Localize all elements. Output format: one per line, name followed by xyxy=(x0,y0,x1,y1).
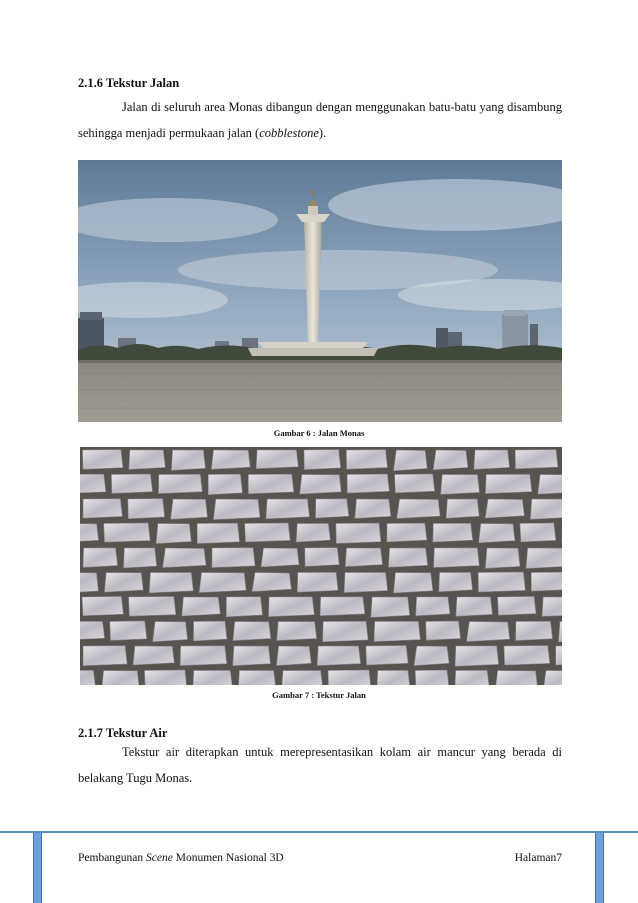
cobblestone xyxy=(300,475,341,495)
cobblestone xyxy=(128,499,165,519)
section-heading-road-texture: 2.1.6 Tekstur Jalan xyxy=(78,76,180,90)
cobblestone xyxy=(355,499,391,518)
cobblestone xyxy=(323,621,368,641)
cobblestone xyxy=(485,474,531,493)
cobblestone xyxy=(245,523,290,542)
cobblestone xyxy=(336,523,381,543)
cobblestone xyxy=(171,450,205,470)
cobblestone xyxy=(485,548,520,568)
cobblestone xyxy=(83,646,127,666)
cobblestone xyxy=(110,621,147,640)
cobblestone xyxy=(344,573,388,593)
cobblestone xyxy=(433,450,468,470)
cobblestone xyxy=(282,671,323,686)
cobblestone xyxy=(520,523,556,542)
cobblestone xyxy=(226,597,262,617)
footer-right-bar xyxy=(595,833,604,903)
cobblestone xyxy=(144,670,186,685)
cobblestone xyxy=(124,548,157,568)
cobblestone xyxy=(478,572,525,592)
cobblestone xyxy=(434,548,480,568)
cobblestone xyxy=(441,475,480,495)
cobblestone xyxy=(193,670,232,685)
cobblestone xyxy=(347,474,389,493)
cobblestone xyxy=(504,646,550,666)
cobblestone xyxy=(182,597,220,616)
footer-left-bar xyxy=(33,833,42,903)
cobblestone xyxy=(467,622,510,642)
cobblestone-term: cobblestone xyxy=(259,126,319,140)
cobblestone xyxy=(212,548,255,568)
cobblestone xyxy=(180,646,226,666)
cobblestone xyxy=(194,621,227,641)
cobblestone xyxy=(556,646,562,665)
cobblestone xyxy=(315,499,348,518)
cobblestone xyxy=(296,524,330,543)
cobblestone xyxy=(171,499,208,519)
cobblestone xyxy=(277,622,317,641)
cobblestone xyxy=(474,450,510,469)
figure-6-caption: Gambar 6 : Jalan Monas xyxy=(273,428,365,438)
cobblestone xyxy=(456,597,493,616)
cobblestone xyxy=(515,450,558,469)
cobblestone xyxy=(149,573,193,593)
cobblestone xyxy=(101,671,139,686)
cobblestone xyxy=(455,646,499,666)
cobblestone xyxy=(416,597,450,616)
cobblestone xyxy=(498,596,536,615)
water-texture-paragraph: Tekstur air diterapkan untuk merepresentasikan kolam air mancur yang berada di belakang Tugu Monas. xyxy=(78,745,562,785)
cobblestone xyxy=(80,524,99,543)
cobblestone xyxy=(397,499,440,518)
cobblestone xyxy=(317,646,360,666)
monas-photo xyxy=(78,160,562,422)
cobblestone xyxy=(211,450,250,469)
paragraph-text: Jalan di seluruh area Monas dibangun dengan menggunakan batu-batu yang disambung sehingga menjadi permukaan jalan ( xyxy=(78,100,562,140)
cobblestone xyxy=(328,670,371,685)
cobblestone xyxy=(305,548,339,567)
figure-7-caption: Gambar 7 : Tekstur Jalan xyxy=(272,690,366,700)
footer-page-number: Halaman7 xyxy=(514,852,562,864)
road-texture-paragraph xyxy=(78,94,562,146)
cobblestone xyxy=(495,671,537,686)
section-heading-water-texture: 2.1.7 Tekstur Air xyxy=(78,726,168,740)
cobblestone xyxy=(252,573,291,592)
cobblestone xyxy=(163,548,206,568)
cobblestone xyxy=(374,621,420,641)
cobblestone xyxy=(395,474,435,493)
cobblestone xyxy=(414,646,449,666)
cobblestone xyxy=(129,596,176,616)
cobblestone xyxy=(346,450,387,470)
cobblestone xyxy=(479,524,515,543)
cobblestone xyxy=(542,597,562,616)
cobblestone-texture-image xyxy=(80,447,562,685)
cobblestone xyxy=(238,671,275,686)
cobblestone xyxy=(516,621,553,640)
cobblestone xyxy=(530,499,562,519)
cobblestone xyxy=(80,474,106,493)
cobblestone xyxy=(158,474,202,493)
cobblestone xyxy=(544,671,562,686)
cobblestone xyxy=(80,621,105,640)
cobblestone xyxy=(80,670,95,685)
cobblestone xyxy=(388,548,427,567)
cobblestone xyxy=(104,573,143,593)
cobblestone-pattern xyxy=(80,447,562,685)
cobblestone xyxy=(297,572,338,592)
cobblestone xyxy=(387,523,427,542)
cobblestone xyxy=(345,548,382,567)
cobblestone xyxy=(208,474,242,494)
cobblestone xyxy=(393,450,427,471)
cobblestone xyxy=(377,670,410,685)
cobblestone xyxy=(433,523,473,542)
cobblestone xyxy=(394,573,433,593)
cobblestone xyxy=(415,670,449,685)
cobblestone xyxy=(446,499,479,518)
footer-title-start: Pembangunan xyxy=(78,852,147,864)
cobblestone xyxy=(455,670,489,685)
cobblestone xyxy=(80,573,98,594)
cobblestone xyxy=(439,572,473,591)
cobblestone xyxy=(233,646,271,666)
cobblestone xyxy=(213,499,260,520)
footer-divider xyxy=(0,831,638,833)
cobblestone xyxy=(276,646,311,666)
paragraph-text-end: ). xyxy=(318,126,327,140)
cobblestone xyxy=(266,499,309,519)
cobblestone xyxy=(366,646,408,665)
cobblestone xyxy=(426,621,461,640)
cobblestone xyxy=(111,474,152,493)
cobblestone xyxy=(256,450,298,469)
cobblestone xyxy=(371,597,410,617)
cobblestone xyxy=(526,548,562,568)
cobblestone xyxy=(304,450,341,470)
cobblestone xyxy=(320,597,365,616)
cobblestone xyxy=(485,499,524,518)
cobblestone xyxy=(531,572,562,591)
cobblestone xyxy=(156,524,191,544)
cobblestone xyxy=(248,474,293,494)
cobblestone xyxy=(261,548,299,567)
footer-document-title xyxy=(78,852,284,864)
cobblestone xyxy=(153,622,188,642)
cobblestone xyxy=(538,475,562,495)
cobblestone xyxy=(233,622,271,641)
cobblestone xyxy=(197,523,239,543)
cobblestone xyxy=(199,573,246,593)
cobblestone xyxy=(133,646,174,665)
cobblestone xyxy=(82,450,122,470)
cobblestone xyxy=(269,597,315,617)
footer-title-end: Monumen Nasional 3D xyxy=(172,852,284,864)
cobblestone xyxy=(83,499,122,518)
footer-title-scene: Scene xyxy=(146,852,173,864)
cobblestone xyxy=(129,450,165,469)
cobblestone xyxy=(104,523,150,542)
cobblestone xyxy=(83,548,118,567)
cobblestone xyxy=(82,596,123,615)
